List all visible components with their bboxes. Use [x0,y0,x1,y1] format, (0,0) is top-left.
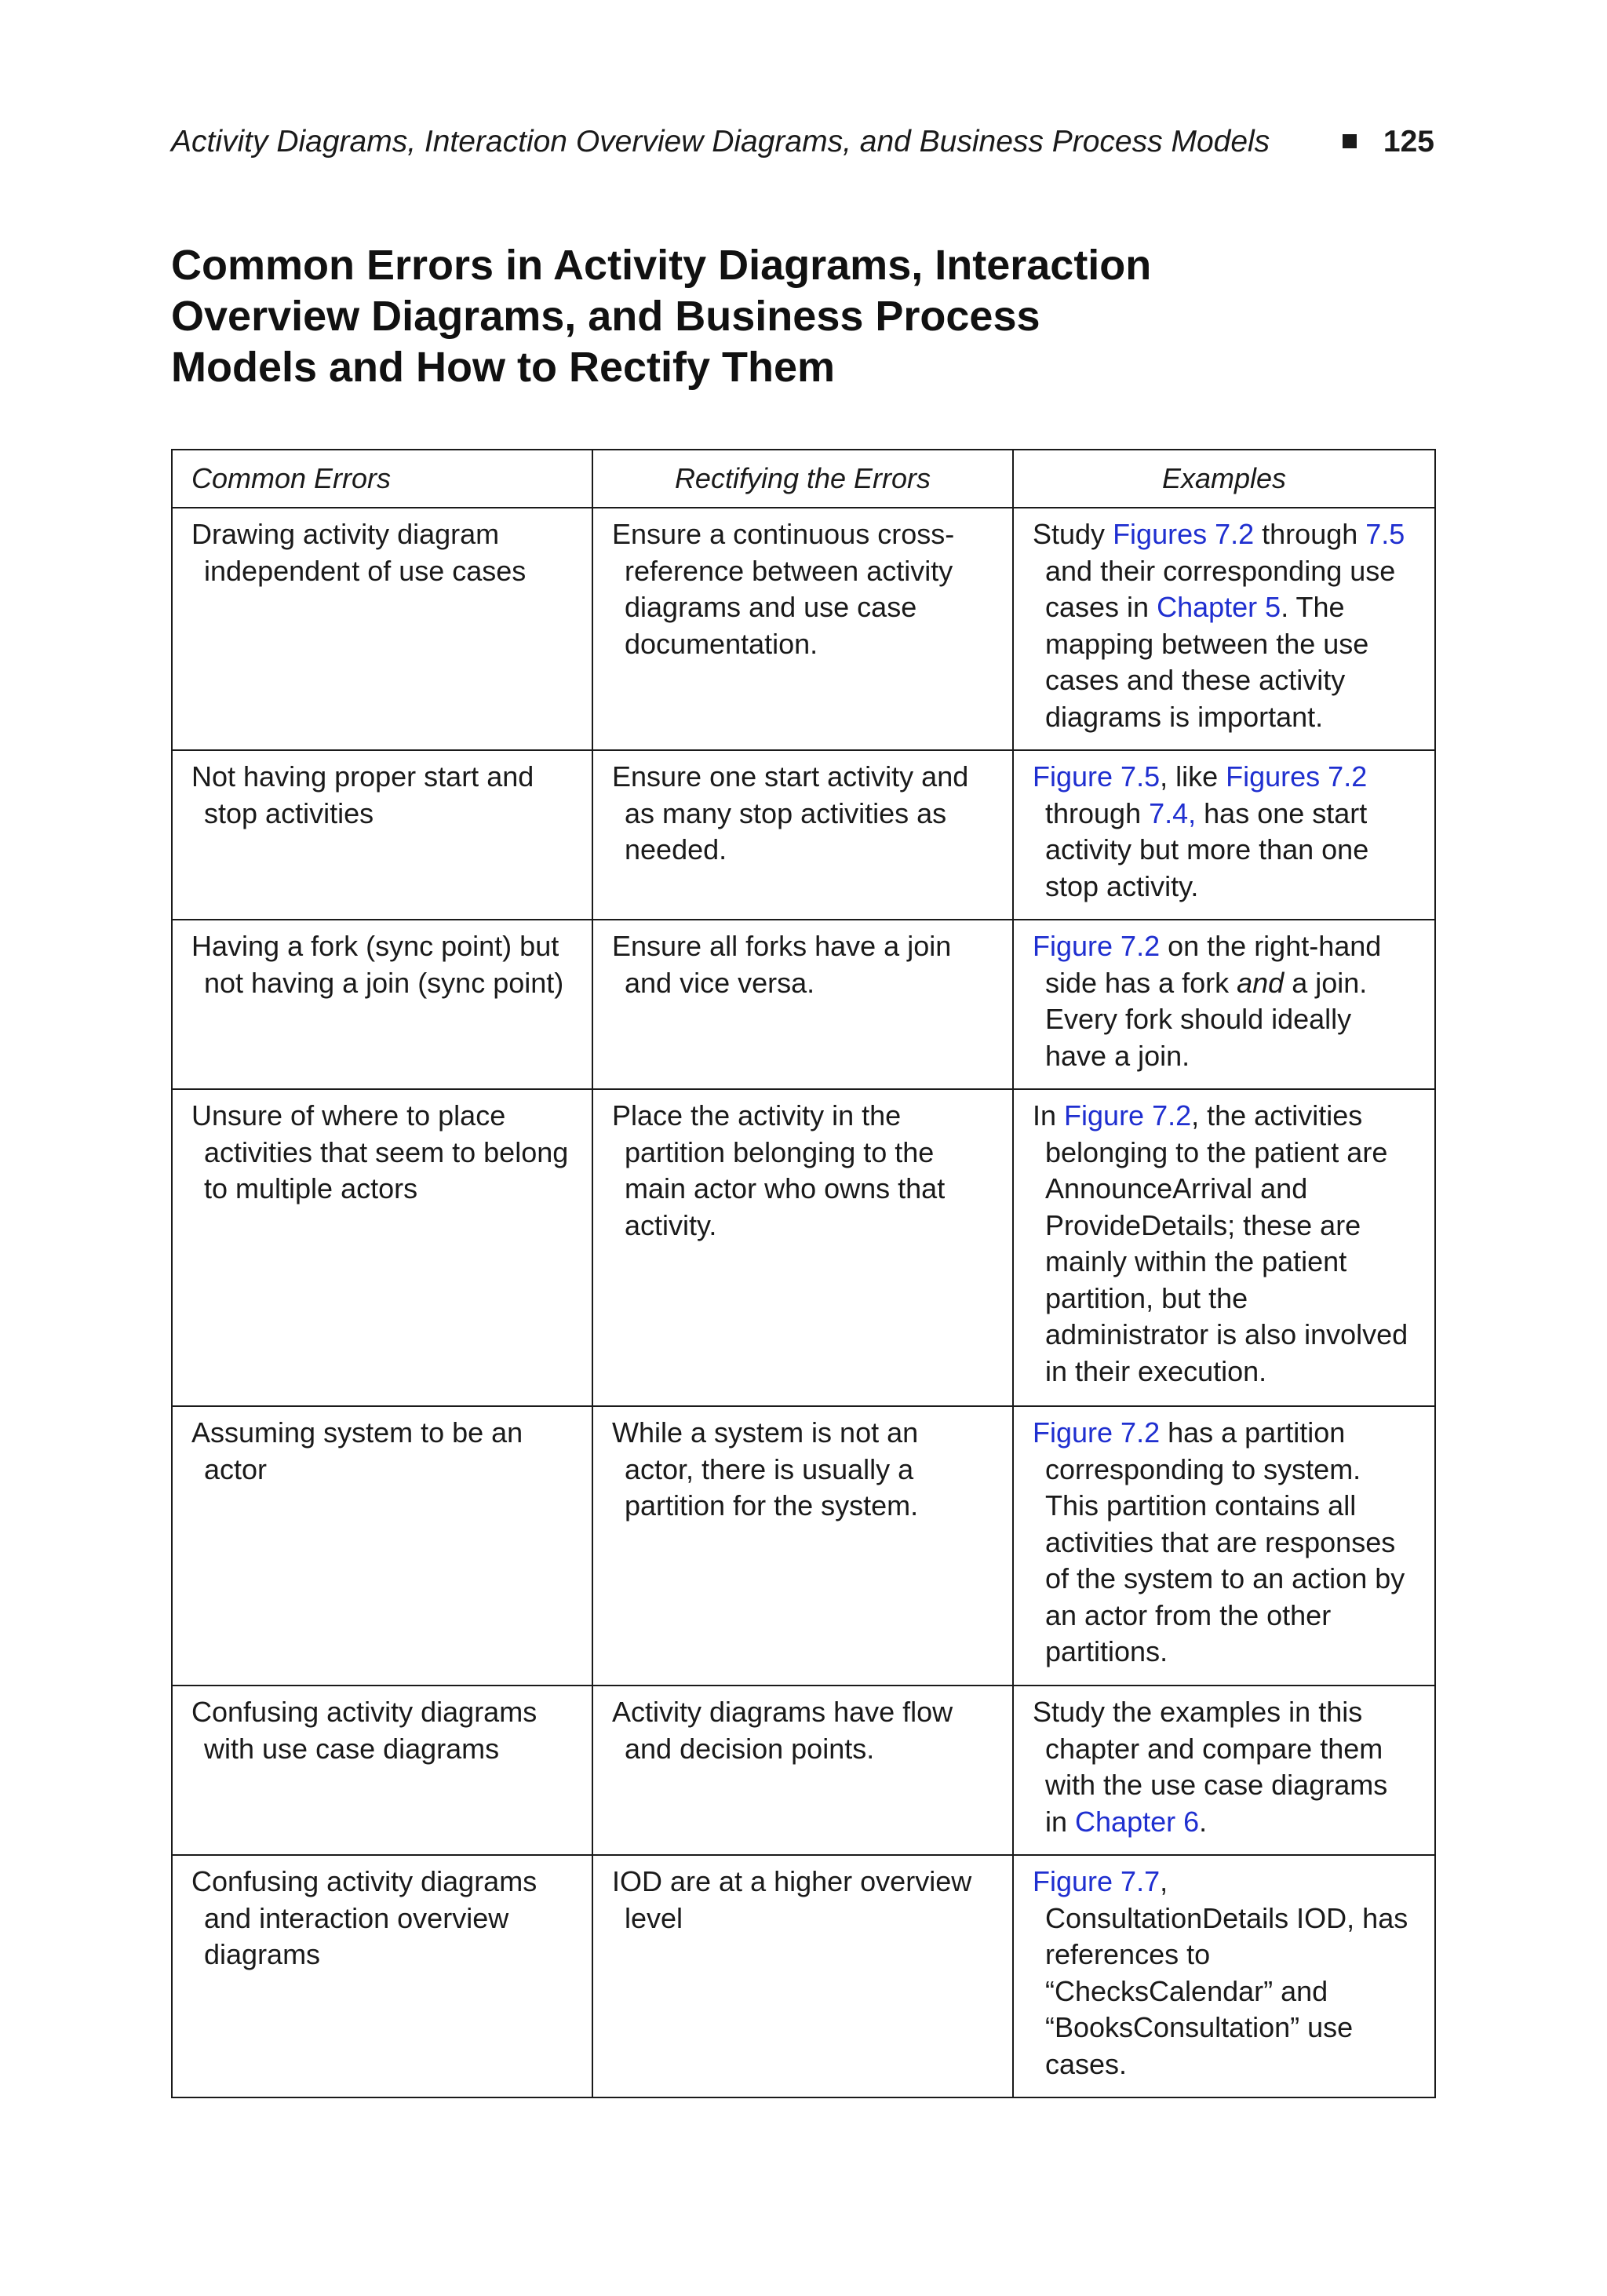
example-text-segment: , the activities belonging to the patient are AnnounceArrival and ProvideDetails; these are mainly within the patient partition, but the administrator is also involved in their execution. [1045,1099,1408,1387]
example-text [1033,1415,1416,1671]
common-error-text: Having a fork (sync point) but not having a join (sync point) [191,930,564,999]
cell-rectification [592,750,1013,920]
running-head-title: Activity Diagrams, Interaction Overview Diagrams, and Business Process Models [171,125,1270,159]
cell-common-error [172,508,592,750]
example-text-segment: and [1237,966,1285,999]
cell-common-error [172,1686,592,1855]
common-error-text: Confusing activity diagrams and interaction overview diagrams [191,1865,537,1970]
rectification-text: Ensure a continuous cross-reference between activity diagrams and use case documentation. [612,518,955,660]
table-row [172,1855,1435,2097]
rectification-text: Activity diagrams have flow and decision points. [612,1696,953,1765]
cell-common-error [172,1089,592,1406]
cell-example [1013,1089,1435,1406]
common-error-text: Assuming system to be an actor [191,1416,523,1485]
cross-reference-link[interactable]: 7.4, [1149,796,1197,829]
common-error-text: Not having proper start and stop activities [191,760,534,829]
example-text-segment: . The mapping between the use cases and these activity diagrams is important. [1045,591,1369,733]
rectification-text: IOD are at a higher overview level [612,1865,972,1934]
example-text [1033,928,1416,1074]
section-heading: Common Errors in Activity Diagrams, Interaction Overview Diagrams, and Business Process Models and How to Rectify Them [171,242,1152,391]
table-row [172,508,1435,750]
table-row [172,1686,1435,1855]
table-header-row [172,450,1435,508]
example-text-segment: In [1033,1099,1065,1132]
square-bullet-icon [1343,134,1357,148]
example-text-segment: through [1045,796,1150,829]
cell-rectification [592,1686,1013,1855]
cross-reference-link[interactable]: Figure 7.7 [1033,1865,1161,1897]
cell-common-error [172,750,592,920]
example-text [1033,1098,1416,1390]
cell-common-error [172,920,592,1089]
cross-reference-link[interactable]: Figure 7.2 [1064,1099,1192,1132]
column-header-examples: Examples [1013,450,1435,508]
cell-rectification [592,1855,1013,2097]
table-body [172,508,1435,2097]
common-error-text: Drawing activity diagram independent of use cases [191,518,527,587]
example-text-segment: and their corresponding use cases in [1045,554,1396,623]
example-text [1033,516,1416,735]
common-error-text: Unsure of where to place activities that seem to belong to multiple actors [191,1099,569,1204]
example-text [1033,1864,1416,2083]
page-number: 125 [1383,125,1434,159]
example-text-segment: on the right-hand side has a fork [1045,930,1382,999]
example-text-segment: , like [1160,760,1226,793]
cross-reference-link[interactable]: 7.5 [1365,518,1405,550]
cross-reference-link[interactable]: Figures 7.2 [1113,518,1255,550]
cross-reference-link[interactable]: Figure 7.5 [1033,760,1161,793]
cell-common-error [172,1406,592,1686]
cell-common-error [172,1855,592,2097]
rectification-text: Ensure one start activity and as many stop activities as needed. [612,760,969,866]
column-header-common-errors: Common Errors [172,450,592,508]
example-text-segment: a join. Every fork should ideally have a join. [1045,966,1368,1072]
cross-reference-link[interactable]: Figure 7.2 [1033,930,1161,962]
running-head [171,124,1434,160]
cell-rectification [592,1406,1013,1686]
cell-example [1013,920,1435,1089]
example-text-segment: , [1160,1865,1168,1897]
cross-reference-link[interactable]: Figures 7.2 [1226,760,1368,793]
example-text [1033,759,1416,905]
table-row [172,920,1435,1089]
cell-example [1013,750,1435,920]
example-text-segment: ConsultationDetails IOD, has references to “ChecksCalendar” and “BooksConsultation” use cases. [1045,1901,1408,2080]
example-text-segment: has a partition corresponding to system. This partition contains all activities that are responses of the system to an action by an actor from the other partitions. [1045,1416,1405,1667]
cross-reference-link[interactable]: Chapter 6 [1075,1805,1200,1838]
table-row [172,1089,1435,1406]
common-errors-table [171,449,1436,2098]
cross-reference-link[interactable]: Figure 7.2 [1033,1416,1161,1449]
example-text [1033,1694,1416,1840]
cell-example [1013,508,1435,750]
cell-example [1013,1686,1435,1855]
rectification-text: Ensure all forks have a join and vice versa. [612,930,952,999]
example-text-segment: has one start activity but more than one stop activity. [1045,796,1369,902]
rectification-text: Place the activity in the partition belonging to the main actor who owns that activity. [612,1099,946,1241]
example-text-segment: . [1199,1805,1208,1838]
column-header-rectifying: Rectifying the Errors [592,450,1013,508]
table-row [172,1406,1435,1686]
cell-example [1013,1855,1435,2097]
table-row [172,750,1435,920]
example-text-segment: through [1254,518,1366,550]
example-text-segment: Study [1033,518,1113,550]
cell-rectification [592,920,1013,1089]
example-text-segment: Study the examples in this chapter and compare them with the use case diagrams in [1033,1696,1388,1838]
cell-rectification [592,508,1013,750]
rectification-text: While a system is not an actor, there is usually a partition for the system. [612,1416,919,1522]
cross-reference-link[interactable]: Chapter 5 [1157,591,1281,623]
common-error-text: Confusing activity diagrams with use case diagrams [191,1696,537,1765]
cell-rectification [592,1089,1013,1406]
cell-example [1013,1406,1435,1686]
